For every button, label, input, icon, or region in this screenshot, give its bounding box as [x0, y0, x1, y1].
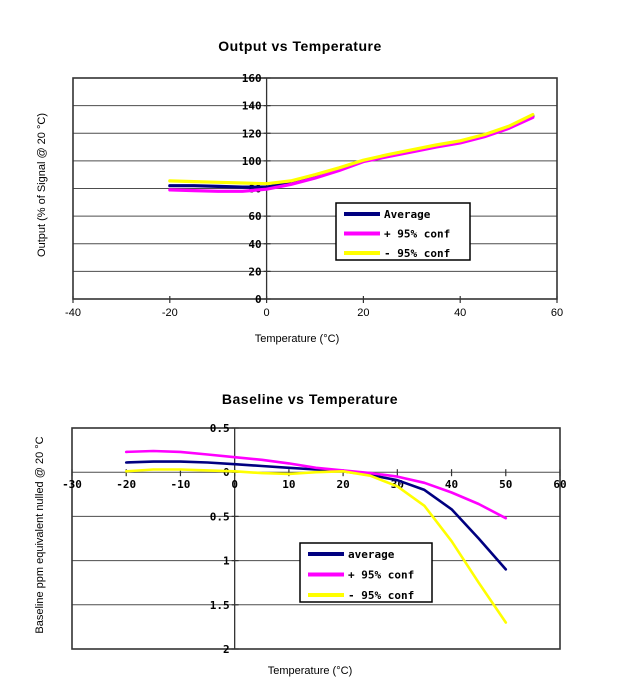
x-axis-title: Temperature (°C): [267, 665, 353, 677]
svg-text:0: 0: [231, 478, 238, 492]
svg-text:40: 40: [248, 237, 262, 251]
svg-text:20: 20: [336, 478, 350, 492]
svg-text:-20: -20: [116, 478, 137, 492]
svg-text:120: 120: [241, 127, 262, 141]
svg-text:40: 40: [444, 478, 459, 492]
x-axis-title: Temperature (°C): [254, 333, 340, 345]
svg-text:30: 30: [390, 478, 404, 492]
svg-text:60: 60: [553, 478, 567, 492]
y-gridlines: [73, 78, 557, 299]
svg-text:60: 60: [248, 210, 262, 224]
y-axis-title: Baseline ppm equivalent nulled @ 20 °C: [34, 436, 46, 634]
svg-text:1.5: 1.5: [209, 598, 230, 612]
svg-text:0: 0: [254, 293, 262, 306]
svg-text:-10: -10: [170, 478, 191, 492]
svg-text:2: 2: [223, 643, 230, 656]
svg-text:50: 50: [499, 478, 513, 492]
legend-label-1: Average: [384, 208, 431, 221]
svg-text:-40: -40: [65, 307, 81, 319]
legend-label-2: + 95% conf: [384, 227, 451, 241]
legend: [300, 543, 432, 602]
svg-text:100: 100: [241, 154, 262, 168]
svg-text:-20: -20: [161, 307, 178, 319]
legend-label-3: - 95% conf: [384, 247, 451, 260]
svg-text:0.5: 0.5: [209, 422, 230, 435]
series-line-average: [170, 116, 533, 187]
svg-text:40: 40: [454, 307, 467, 319]
svg-text:20: 20: [357, 307, 370, 319]
legend-label-3: - 95% conf: [348, 589, 415, 602]
svg-text:60: 60: [550, 307, 564, 319]
svg-text:-30: -30: [62, 478, 82, 492]
legend-label-1: average: [348, 548, 395, 561]
svg-text:80: 80: [248, 182, 262, 196]
svg-text:0: 0: [223, 466, 230, 480]
legend-label-2: + 95% conf: [348, 568, 415, 582]
y-axis-title: Output (% of Signal @ 20 °C): [36, 113, 48, 257]
svg-text:160: 160: [241, 72, 262, 85]
series-line--95-conf: [170, 115, 533, 184]
series-line--95-conf: [170, 117, 533, 191]
svg-text:1: 1: [223, 554, 230, 568]
baseline-vs-temperature-chart: [0, 345, 628, 689]
chart-title: Output vs Temperature: [218, 38, 382, 54]
svg-text:0.5: 0.5: [209, 510, 230, 524]
svg-text:10: 10: [282, 478, 296, 492]
chart-title: Baseline vs Temperature: [221, 391, 399, 407]
svg-text:20: 20: [248, 265, 262, 279]
svg-text:0: 0: [263, 307, 270, 319]
legend: [336, 203, 470, 260]
svg-text:140: 140: [241, 99, 262, 113]
